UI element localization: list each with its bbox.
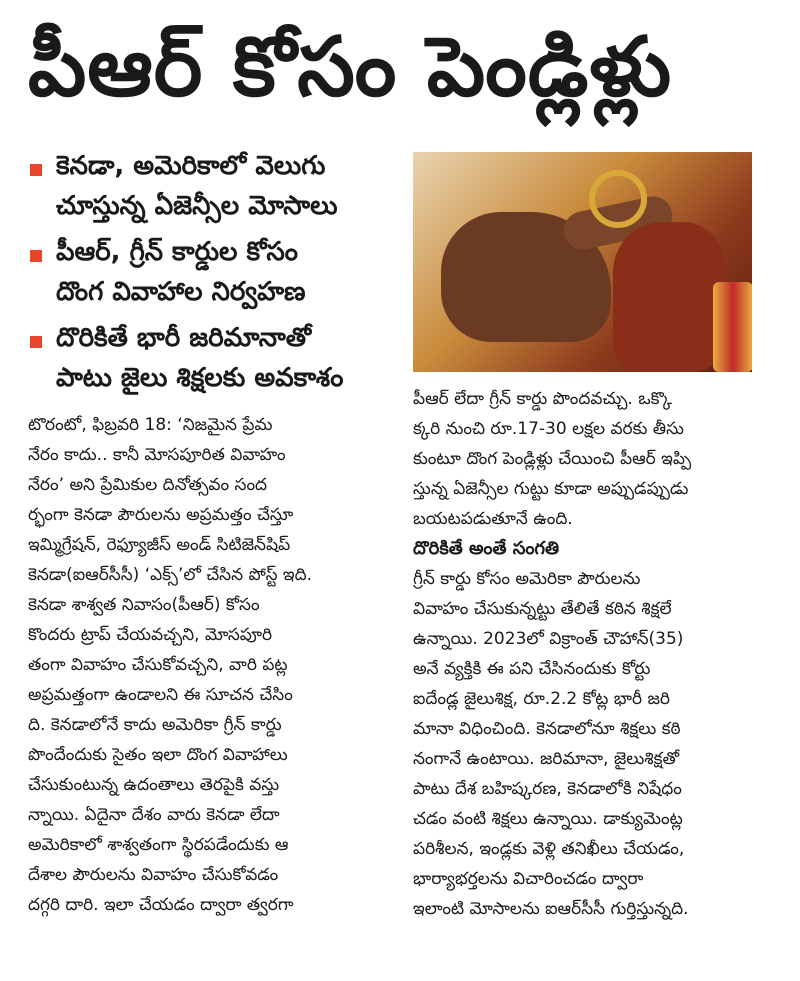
article-line: నేరం’ అని ప్రేమికుల దినోత్సవం సంద: [28, 475, 268, 495]
article-right-column: [413, 384, 753, 924]
article-line: కెనడా(ఐఆర్‌సీసీ) ‘ఎక్స్’లో చేసిన పోస్ట్ ఇది.: [28, 565, 313, 585]
highlight-line: కెనడా, అమెరికాలో వెలుగు: [56, 151, 326, 181]
article-line: ఇలాంటి మోసాలను ఐఆర్‌సీసీ గుర్తిస్తున్నది.: [413, 899, 689, 919]
article-left-column: [28, 410, 376, 920]
highlight-item: [30, 146, 410, 226]
section-subhead: దొరికితే అంతే సంగతి: [413, 538, 560, 559]
article-line: అప్రమత్తంగా ఉండాలని ఈ సూచన చేసిం: [28, 685, 293, 705]
highlight-line: పాటు జైలు శిక్షలకు అవకాశం: [56, 363, 344, 393]
article-line: మానా విధించింది. కెనడాలోనూ శిక్షలు కఠి: [413, 719, 681, 739]
article-line: భార్యాభర్తలను విచారించడం ద్వారా: [413, 869, 644, 889]
article-line: న్నాయి. ఏదైనా దేశం వారు కెనడా లేదా: [28, 805, 280, 825]
wedding-ring-hands-photo: [413, 152, 752, 372]
highlight-line: చూస్తున్న ఏజెన్సీల మోసాలు: [56, 191, 338, 221]
article-line: గ్రీన్ కార్డు కోసం అమెరికా పౌరులను: [413, 569, 641, 589]
highlight-item: [30, 232, 410, 312]
article-line: టొరంటో, ఫిబ్రవరి 18: ‘నిజమైన ప్రేమ: [28, 415, 273, 435]
bangle-shape: [713, 282, 752, 372]
article-line: అమెరికాలో శాశ్వతంగా స్థిరపడేందుకు ఆ: [28, 835, 289, 855]
ring-icon: [589, 170, 647, 228]
highlights-list: [30, 146, 410, 404]
article-line: అనే వ్యక్తికి ఈ పని చేసినందుకు కోర్టు: [413, 659, 651, 679]
highlight-line: దొంగ వివాహాల నిర్వహణ: [56, 277, 306, 307]
headline: పీఆర్ కోసం పెండ్లిళ్లు: [28, 20, 673, 115]
highlight-item: [30, 318, 410, 398]
article-line: కెనడా శాశ్వత నివాసం(పీఆర్) కోసం: [28, 595, 260, 615]
article-line: చడం వంటి శిక్షలు ఉన్నాయి. డాక్యుమెంట్ల: [413, 809, 683, 829]
article-line: ఇమ్మిగ్రేషన్, రెఫ్యూజీస్ అండ్ సిటిజెన్‌షిప్: [28, 535, 291, 555]
bullet-square-icon: [30, 164, 42, 176]
article-line: పొందేందుకు సైతం ఇలా దొంగ వివాహాలు: [28, 745, 288, 765]
article-line: చేసుకుంటున్న ఉదంతాలు తెరపైకి వస్తు: [28, 775, 280, 795]
article-line: తంగా వివాహం చేసుకోవచ్చని, వారి పట్ల: [28, 655, 288, 675]
article-line: ది. కెనడాలోనే కాదు అమెరికా గ్రీన్ కార్డు: [28, 715, 282, 735]
article-line: నేరం కాదు.. కానీ మోసపూరిత వివాహం: [28, 445, 286, 465]
article-line: ఐదేండ్ల జైలుశిక్ష, రూ.2.2 కోట్ల భారీ జరి: [413, 689, 670, 709]
article-line: పరిశీలన, ఇండ్లకు వెళ్లి తనిఖీలు చేయడం,: [413, 839, 685, 859]
highlight-line: పీఆర్, గ్రీన్ కార్డుల కోసం: [56, 237, 298, 267]
article-line: పీఆర్ లేదా గ్రీన్ కార్డు పొందవచ్చు. ఒక్కొ: [413, 389, 672, 409]
article-line: దగ్గరి దారి. ఇలా చేయడం ద్వారా త్వరగా: [28, 895, 294, 915]
bullet-square-icon: [30, 336, 42, 348]
article-line: క్కరి నుంచి రూ.17-30 లక్షల వరకు తీసు: [413, 419, 684, 439]
article-line: ఉన్నాయి. 2023లో విక్రాంత్ చౌహాన్(35): [413, 629, 684, 649]
highlight-line: దొరికితే భారీ జరిమానాతో: [56, 323, 312, 353]
article-line: ర్భంగా కెనడా పౌరులను అప్రమత్తం చేస్తూ: [28, 505, 294, 525]
article-line: నంగానే ఉంటాయి. జరిమానా, జైలుశిక్షతో: [413, 749, 680, 769]
article-line: దేశాల పౌరులను వివాహం చేసుకోవడం: [28, 865, 279, 885]
bullet-square-icon: [30, 250, 42, 262]
article-line: బయటపడుతూనే ఉంది.: [413, 509, 573, 529]
article-line: స్తున్న ఏజెన్సీల గుట్టు కూడా అప్పుడప్పుడు: [413, 479, 689, 499]
article-line: వివాహం చేసుకున్నట్టు తేలితే కఠిన శిక్షలే: [413, 599, 672, 619]
article-line: పాటు దేశ బహిష్కరణ, కెనడాలోకి నిషేధం: [413, 779, 682, 799]
henna-hand-shape: [613, 222, 723, 372]
article-line: కుంటూ దొంగ పెండ్లిళ్లు చేయించి పీఆర్ ఇప్పి: [413, 449, 692, 469]
article-line: కొందరు ట్రాప్ చేయవచ్చని, మోసపూరి: [28, 625, 273, 645]
